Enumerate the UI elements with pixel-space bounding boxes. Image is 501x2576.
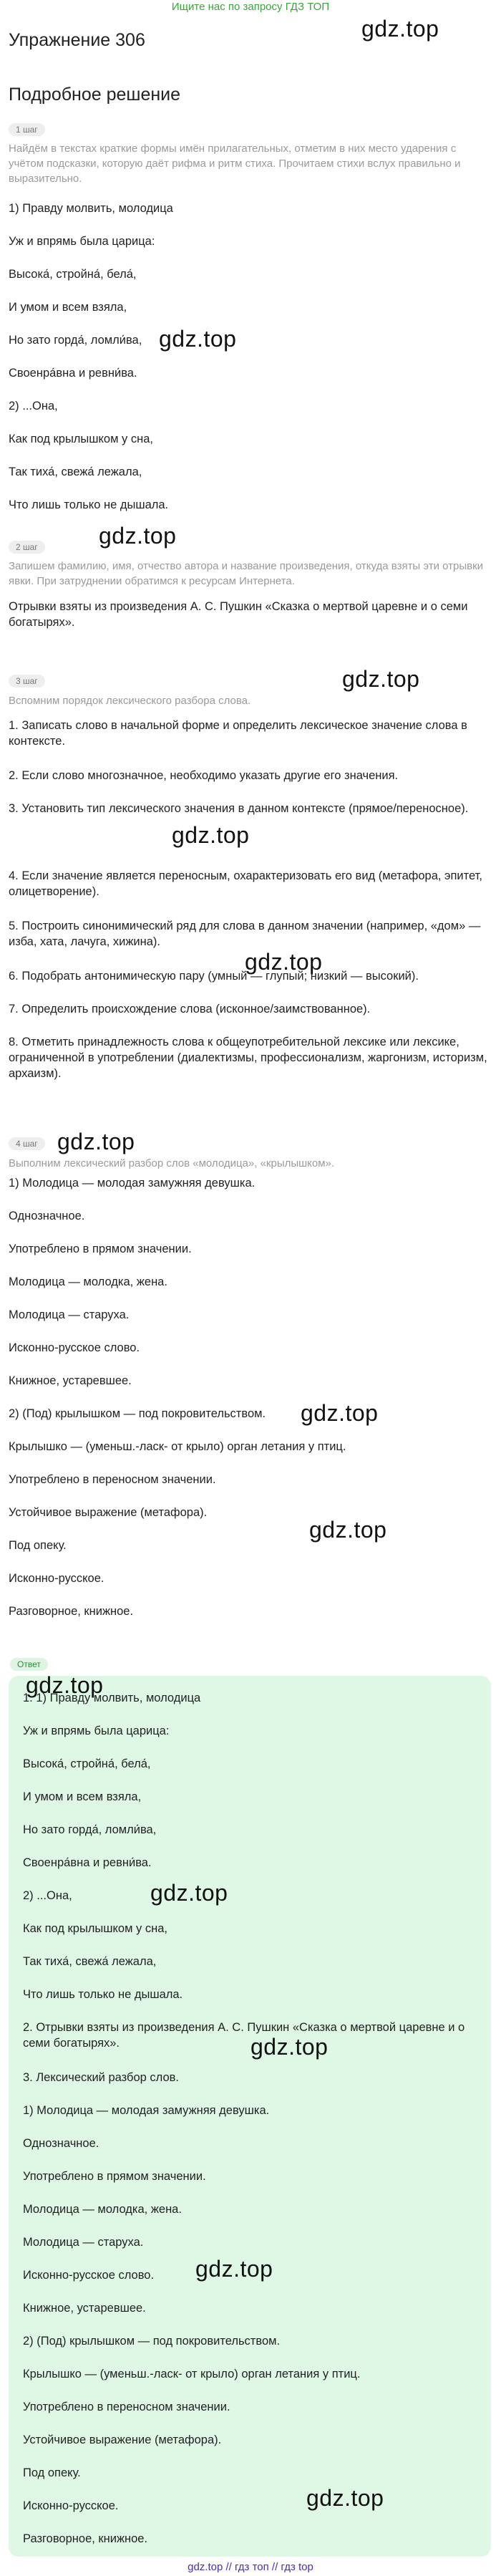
answer-line: Уж и впрямь была царица: <box>23 1724 170 1737</box>
step-3-line: 6. Подобрать антонимическую пару (умный — глупый; низкий — высокий). <box>9 970 419 983</box>
watermark: gdz.top <box>159 326 237 352</box>
watermark: gdz.top <box>57 1129 135 1154</box>
step-1-line: Уж и впрямь была царица: <box>9 235 155 248</box>
watermark: gdz.top <box>301 1400 379 1426</box>
step-1-line: 2) ...Она, <box>9 400 58 413</box>
answer-line: Так тиха́, свежа́ лежала, <box>23 1955 157 1968</box>
answer-line: 2. Отрывки взяты из произведения А. С. Пушкин «Сказка о мертвой царевне и о семи богатырях». <box>23 2021 465 2050</box>
step-3-line: 1. Записать слово в начальной форме и определить лексическое значение слова в контексте. <box>9 719 467 748</box>
step-2-hint: Запишем фамилию, имя, отчество автора и название произведения, откуда взяты эти отрывки явки. При затруднении обратимся к ресурсам Интернета. <box>9 560 484 587</box>
answer-line: Своенра́вна и ревни́ва. <box>23 1856 152 1869</box>
watermark: gdz.top <box>245 949 323 975</box>
step-2-badge: 2 шаг <box>9 541 45 554</box>
answer-line: Употреблено в прямом значении. <box>23 2170 206 2183</box>
step-1-hint: Найдём в текстах краткие формы имён прилагательных, отметим в них место ударения с учётом подсказки, которую даёт рифма и ритм стиха. Прочитаем стихи вслух правильно и выразительно. <box>9 143 461 185</box>
step-4-line: Исконно-русское слово. <box>9 1341 140 1354</box>
answer-line: Что лишь только не дышала. <box>23 1988 183 2001</box>
footer-links[interactable]: gdz.top // гдз топ // гдз top <box>188 2561 313 2573</box>
answer-line: Высока́, стройна́, бела́, <box>23 1757 151 1770</box>
step-3-line: 2. Если слово многозначное, необходимо указать другие его значения. <box>9 769 399 782</box>
step-4-line: Устойчивое выражение (метафора). <box>9 1506 208 1519</box>
step-1-line: Что лишь только не дышала. <box>9 498 169 511</box>
step-1-line: Как под крылышком у сна, <box>9 433 153 445</box>
watermark: gdz.top <box>99 523 177 549</box>
answer-line: Употреблено в переносном значении. <box>23 2401 230 2413</box>
watermark: gdz.top <box>250 2034 329 2060</box>
step-1-line: 1) Правду молвить, молодица <box>9 202 173 215</box>
answer-line: Устойчивое выражение (метафора). <box>23 2433 222 2446</box>
step-4-line: Книжное, устаревшее. <box>9 1374 132 1387</box>
step-4-line: Под опеку. <box>9 1539 67 1552</box>
step-1-line: Своенра́вна и ревни́ва. <box>9 367 137 380</box>
step-3-line: 3. Установить тип лексического значения в данном контексте (прямое/переносное). <box>9 802 469 815</box>
answer-badge: Ответ <box>10 1658 48 1671</box>
page-title: Упражнение 306 <box>9 30 145 50</box>
step-4-line: Молодица — молодка, жена. <box>9 1275 167 1288</box>
answer-line: 1. 1) Правду молвить, молодица <box>23 1692 201 1704</box>
step-1-line: Но зато горда́, ломли́ва, <box>9 334 142 347</box>
step-3-line: 4. Если значение является переносным, охарактеризовать его вид (метафора, эпитет, олицетворение). <box>9 869 482 898</box>
answer-line: Однозначное. <box>23 2137 99 2150</box>
site-logo[interactable]: gdz.top <box>361 16 439 42</box>
watermark: gdz.top <box>342 666 420 692</box>
step-1-line: И умом и всем взяла, <box>9 301 127 314</box>
step-1-badge: 1 шаг <box>9 123 45 136</box>
step-3-line: 5. Построить синонимический ряд для слова в данном значении (например, «дом» — изба, хата, лачуга, хижина). <box>9 920 481 948</box>
step-4-hint: Выполним лексический разбор слов «молодица», «крылышком». <box>9 1157 335 1169</box>
step-3-badge: 3 шаг <box>9 675 45 688</box>
answer-line: Исконно-русское. <box>23 2499 119 2512</box>
step-3-hint: Вспомним порядок лексического разбора слова. <box>9 695 251 707</box>
watermark: gdz.top <box>150 1880 228 1906</box>
answer-line: Молодица — старуха. <box>23 2236 144 2249</box>
answer-line: Но зато горда́, ломли́ва, <box>23 1823 157 1836</box>
watermark: gdz.top <box>306 2485 384 2511</box>
watermark: gdz.top <box>172 822 250 848</box>
step-1-line: Так тиха́, свежа́ лежала, <box>9 465 142 478</box>
step-4-line: Крылышко — (уменьш.-ласк- от крыло) орган летания у птиц. <box>9 1440 346 1453</box>
step-3-line: 7. Определить происхождение слова (исконное/заимствованное). <box>9 1003 371 1016</box>
step-2-line: Отрывки взяты из произведения А. С. Пушкин «Сказка о мертвой царевне и о семи богатырях». <box>9 600 468 629</box>
step-4-badge: 4 шаг <box>9 1137 45 1150</box>
answer-line: Книжное, устаревшее. <box>23 2302 146 2315</box>
watermark: gdz.top <box>195 2256 273 2282</box>
answer-line: 2) ...Она, <box>23 1889 72 1902</box>
step-4-line: Исконно-русское. <box>9 1572 104 1585</box>
step-3-line: 8. Отметить принадлежность слова к общеупотребительной лексике или лексике, ограниченной в употреблении (диалектизмы, профессионализм, жаргонизм, историзм, архаизм). <box>9 1036 487 1080</box>
step-4-line: Употреблено в прямом значении. <box>9 1243 192 1255</box>
answer-line: Под опеку. <box>23 2466 81 2479</box>
answer-line: 3. Лексический разбор слов. <box>23 2071 180 2084</box>
step-4-line: Молодица — старуха. <box>9 1308 130 1321</box>
step-4-line: Разговорное, книжное. <box>9 1605 134 1618</box>
answer-line: Молодица — молодка, жена. <box>23 2203 182 2216</box>
answer-line: Крылышко — (уменьш.-ласк- от крыло) орган летания у птиц. <box>23 2368 361 2380</box>
solution-heading: Подробное решение <box>9 85 181 105</box>
step-4-line: 2) (Под) крылышком — под покровительством. <box>9 1407 266 1420</box>
top-search-link[interactable]: Ищите нас по запросу ГДЗ ТОП <box>171 1 330 13</box>
answer-line: Как под крылышком у сна, <box>23 1922 167 1935</box>
answer-line: И умом и всем взяла, <box>23 1790 142 1803</box>
answer-line: Исконно-русское слово. <box>23 2269 155 2282</box>
answer-line: Разговорное, книжное. <box>23 2532 148 2545</box>
step-1-line: Высока́, стройна́, бела́, <box>9 268 137 281</box>
step-4-line: 1) Молодица — молодая замужняя девушка. <box>9 1177 256 1190</box>
step-4-line: Употреблено в переносном значении. <box>9 1473 216 1486</box>
watermark: gdz.top <box>309 1517 387 1543</box>
step-4-line: Однозначное. <box>9 1210 85 1222</box>
watermark: gdz.top <box>26 1672 104 1698</box>
answer-line: 1) Молодица — молодая замужняя девушка. <box>23 2104 270 2117</box>
answer-line: 2) (Под) крылышком — под покровительством. <box>23 2335 281 2348</box>
